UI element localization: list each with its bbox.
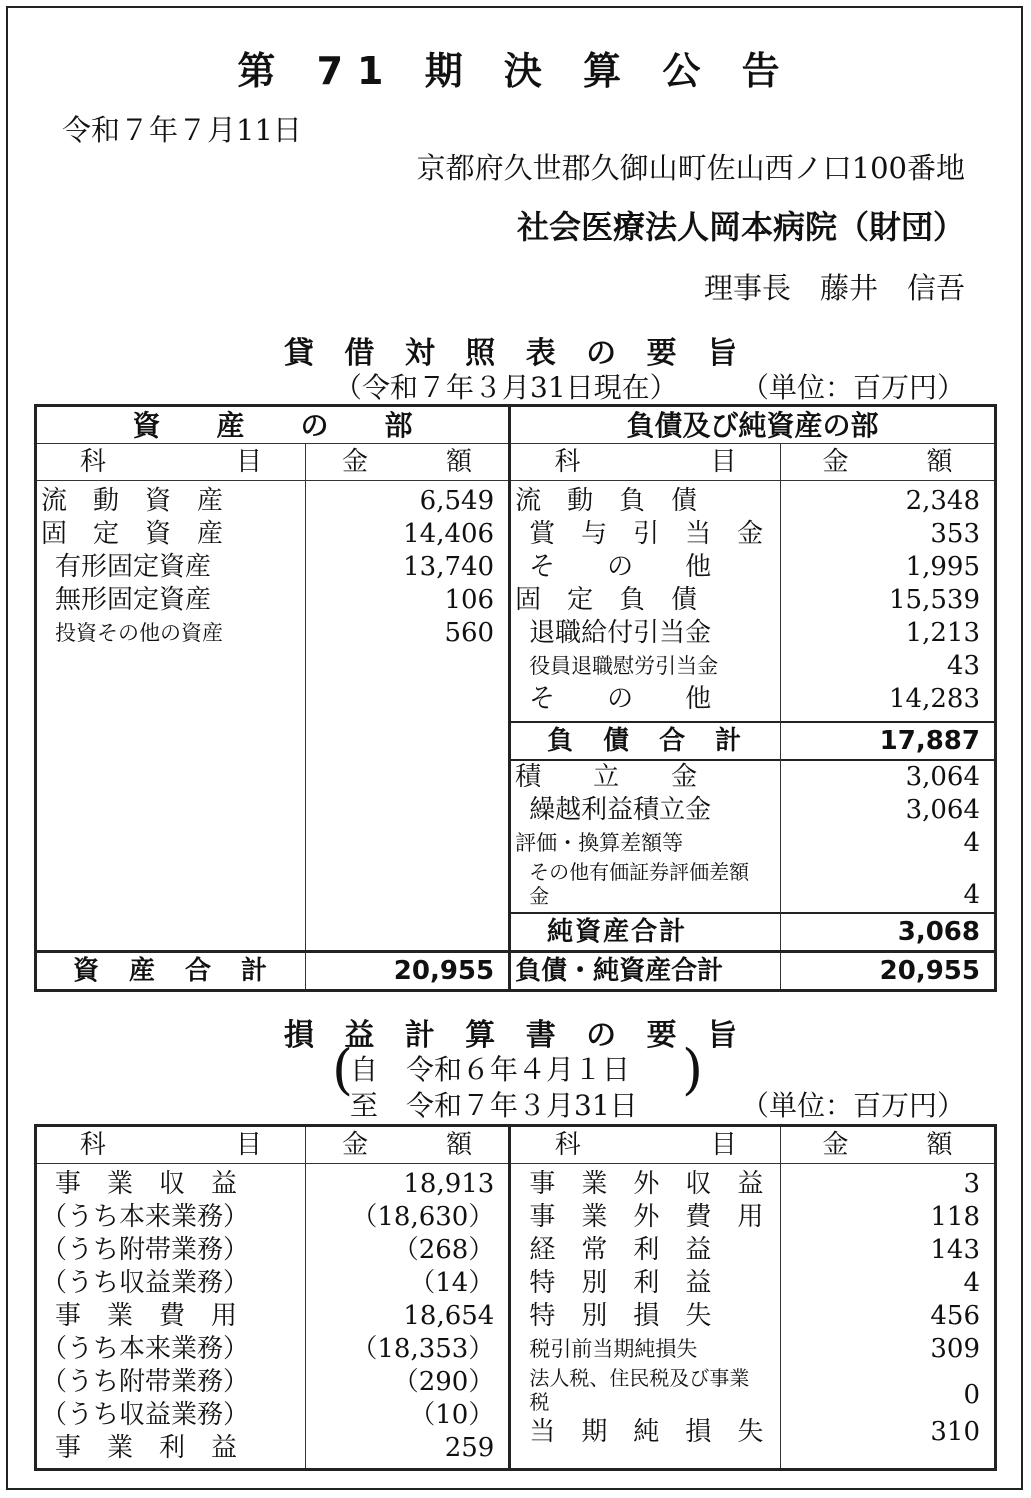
asset-total-value: 20,955 [305,952,509,991]
bs-title: 貸 借 対 照 表 の 要 旨 [283,336,748,371]
list-item: 当 期 純 損 失 [529,1417,764,1447]
list-value: 4 [963,1268,980,1298]
list-item: そ の 他 [529,552,712,582]
list-value: 3,064 [781,759,994,794]
assets-amount-column [305,481,509,952]
list-item: 税引前当期純損失 [529,1337,698,1361]
list-value: 4 [963,828,980,858]
list-value: （18,630） [351,1202,495,1232]
notice-title: 第 71 期 決 算 公 告 [237,49,794,93]
list-item: 固 定 資 産 [41,519,224,549]
liab-section-header: 負債及び純資産の部 [510,406,996,444]
list-value: 3,064 [905,795,980,825]
list-value: 456 [930,1301,980,1331]
is-title: 損 益 計 算 書 の 要 旨 [283,1018,748,1053]
col-item-header: 科 目 [36,444,306,481]
list-item: 流 動 負 債 [515,486,698,516]
list-item: （うち収益業務） [41,1400,250,1430]
asset-total-label: 資 産 合 計 [73,956,270,986]
list-value: 1,995 [905,552,980,582]
list-item: 賞 与 引 当 金 [529,519,764,549]
is-left-item-column [36,1164,306,1470]
assets-item-column [36,481,306,952]
list-item: （うち附帯業務） [41,1235,250,1265]
list-value: 6,549 [419,486,495,516]
is-left-amount-column [305,1164,510,1470]
list-value: 1,213 [905,618,980,648]
col-amount-header: 金 額 [305,444,509,481]
list-value: 14,283 [889,684,980,714]
bs-unit: （単位：百万円） [740,371,965,404]
liab-amount-column [780,481,995,722]
liab-lower-column [510,721,781,952]
list-value: 560 [444,618,495,648]
list-item: 事 業 外 収 益 [529,1169,764,1199]
list-item: 法人税、住民税及び事業税 [529,1366,750,1414]
list-value: 2,348 [905,486,980,516]
list-item: 積 立 金 [511,759,780,794]
list-value: （18,353） [351,1334,495,1364]
is-right-amount-column [781,1164,996,1470]
col-item-header: 科 目 [510,444,781,481]
col-amount-header: 金 額 [305,1126,510,1164]
list-value: 14,406 [403,519,495,549]
list-item: 有形固定資産 [55,552,212,582]
list-value: 353 [930,519,980,549]
company-address: 京都府久世郡久御山町佐山西ノ口100番地 [416,151,965,185]
list-value: 18,654 [403,1301,495,1331]
bs-date: （令和７年３月31日現在） [334,371,678,404]
liab-item-column [510,481,781,722]
list-item: 事 業 収 益 [55,1169,238,1199]
list-item: （うち附帯業務） [41,1367,250,1397]
list-value: 43 [946,651,980,681]
list-value: 106 [444,585,495,615]
list-value: 118 [930,1202,980,1232]
income-statement-table [34,1124,997,1471]
representative: 理事長 藤井 信吾 [703,271,965,305]
period-brace-left: ( [332,1038,354,1101]
list-item: 繰越利益積立金 [529,795,712,825]
list-item: そ の 他 [529,684,712,714]
liab-total-value: 17,887 [781,721,994,759]
period-to: 至 令和７年３月31日 [350,1089,638,1122]
net-total-label: 純資産合計 [511,912,780,950]
is-unit: （単位：百万円） [740,1089,965,1122]
is-right-item-column [510,1164,781,1470]
list-value: （290） [392,1367,495,1397]
period-brace-right: ) [682,1038,704,1101]
list-item: 特 別 利 益 [529,1268,712,1298]
list-item: その他有価証券評価差額金 [529,860,750,908]
list-value: 13,740 [403,552,495,582]
list-item: （うち本来業務） [41,1334,250,1364]
list-item: 評価・換算差額等 [515,831,684,855]
list-value: 4 [963,880,980,910]
list-value: 0 [963,1380,980,1410]
col-item-header: 科 目 [36,1126,306,1164]
list-item: 経 常 利 益 [529,1235,712,1265]
list-value: （14） [409,1268,495,1298]
list-item: 事 業 費 用 [55,1301,238,1331]
list-value: （268） [392,1235,495,1265]
list-value: 143 [930,1235,980,1265]
list-value: 259 [444,1433,495,1463]
grand-total-label: 負債・純資産合計 [510,952,781,991]
list-value: 15,539 [889,585,980,615]
list-item: （うち本来業務） [41,1202,250,1232]
list-item: 投資その他の資産 [55,621,223,645]
list-value: 310 [930,1417,980,1447]
list-item: 流 動 資 産 [41,486,224,516]
notice-date: 令和７年７月11日 [62,113,302,147]
list-value: 3 [963,1169,980,1199]
liab-total-label: 負 債 合 計 [511,721,780,759]
liab-lower-amount-column [780,721,995,952]
list-value: （10） [409,1400,495,1430]
col-item-header: 科 目 [510,1126,781,1164]
list-item: 固 定 負 債 [515,585,698,615]
period-from: 自 令和６年４月１日 [350,1053,631,1086]
net-total-value: 3,068 [781,912,994,950]
assets-section-header: 資 産 の 部 [36,406,510,444]
col-amount-header: 金 額 [780,444,995,481]
list-item: 退職給付引当金 [529,618,712,648]
list-value: 18,913 [403,1169,495,1199]
list-item: 無形固定資産 [55,585,212,615]
col-amount-header: 金 額 [781,1126,996,1164]
list-item: 事 業 利 益 [55,1433,238,1463]
list-item: 特 別 損 失 [529,1301,712,1331]
list-item: 事 業 外 費 用 [529,1202,764,1232]
balance-sheet-table [34,404,997,992]
list-item: 役員退職慰労引当金 [529,654,719,678]
list-item: （うち収益業務） [41,1268,250,1298]
list-value: 309 [930,1334,980,1364]
company-name: 社会医療法人岡本病院（財団） [516,208,965,246]
grand-total-value: 20,955 [780,952,995,991]
